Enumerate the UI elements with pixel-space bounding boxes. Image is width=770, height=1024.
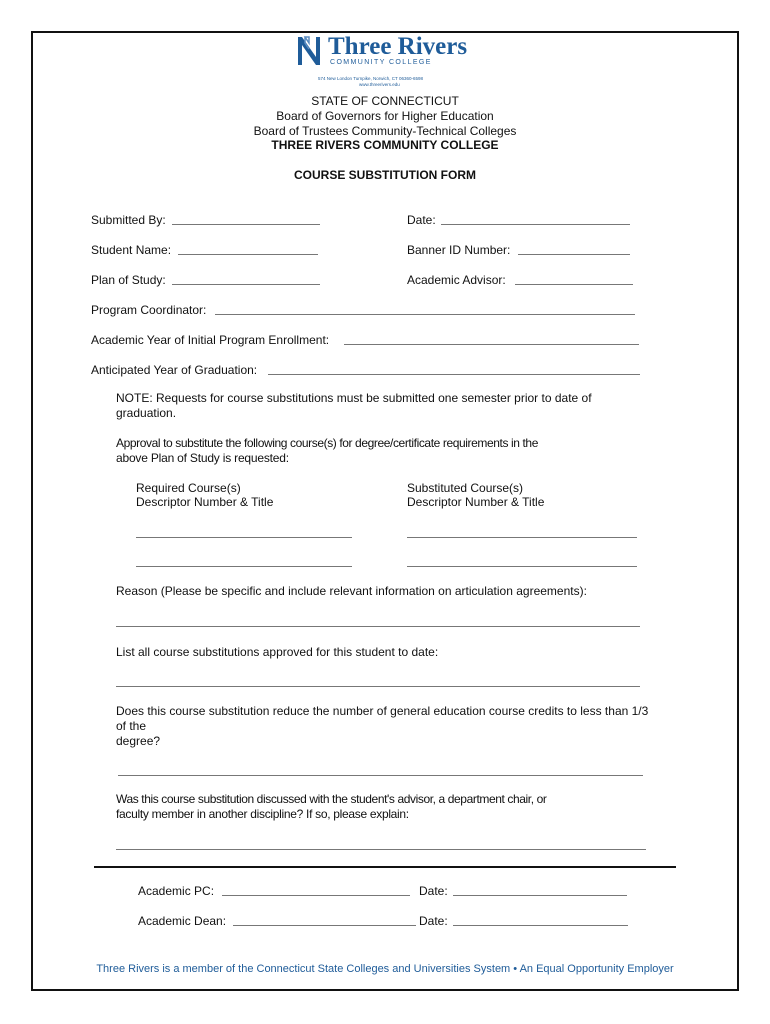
banner-id-label: Banner ID Number: <box>407 243 511 257</box>
academic-advisor-field[interactable] <box>515 284 633 285</box>
discussed-question-line-2: faculty member in another discipline? If so, please explain: <box>116 807 409 821</box>
logo-website: www.threerivers.edu <box>359 82 400 87</box>
program-coordinator-field[interactable] <box>215 314 635 315</box>
gen-ed-question-line-2: of the <box>116 719 147 733</box>
logo-subtitle: COMMUNITY COLLEGE <box>330 59 432 66</box>
plan-of-study-label: Plan of Study: <box>91 273 166 287</box>
academic-pc-signature-field[interactable] <box>222 895 410 896</box>
academic-pc-date-field[interactable] <box>453 895 627 896</box>
gen-ed-answer-field[interactable] <box>118 775 643 776</box>
plan-of-study-field[interactable] <box>172 284 320 285</box>
footer-text: Three Rivers is a member of the Connecticut State Colleges and Universities System • An Equal Opportunity Employer <box>96 963 674 975</box>
gen-ed-question-line-3: degree? <box>116 734 161 748</box>
submitted-by-label: Submitted By: <box>91 213 166 227</box>
academic-advisor-label: Academic Advisor: <box>407 273 506 287</box>
discussed-answer-field[interactable] <box>116 849 646 850</box>
date-field[interactable] <box>441 224 630 225</box>
anticipated-graduation-field[interactable] <box>268 374 640 375</box>
header-college: THREE RIVERS COMMUNITY COLLEGE <box>271 138 499 152</box>
substituted-course-field-2[interactable] <box>407 566 637 567</box>
form-title: COURSE SUBSTITUTION FORM <box>294 168 476 182</box>
reason-label: Reason (Please be specific and include relevant information on articulation agreements): <box>116 584 587 598</box>
substituted-course-subheading: Descriptor Number & Title <box>407 495 545 509</box>
academic-pc-label: Academic PC: <box>138 884 215 898</box>
approval-line-1: Approval to substitute the following course(s) for degree/certificate requirements in the <box>116 436 538 450</box>
academic-pc-date-label: Date: <box>419 884 448 898</box>
signature-divider <box>94 866 676 868</box>
reason-field[interactable] <box>116 626 640 627</box>
substituted-course-heading: Substituted Course(s) <box>407 481 524 495</box>
header-state: STATE OF CONNECTICUT <box>311 94 459 108</box>
header-board-governors: Board of Governors for Higher Education <box>276 109 494 123</box>
substituted-course-field-1[interactable] <box>407 537 637 538</box>
required-course-field-2[interactable] <box>136 566 352 567</box>
required-course-subheading: Descriptor Number & Title <box>136 495 274 509</box>
gen-ed-question-line-1: Does this course substitution reduce the number of general education course credits to less than 1/3 <box>116 704 649 718</box>
initial-enrollment-label: Academic Year of Initial Program Enrollment: <box>91 333 330 347</box>
required-course-heading: Required Course(s) <box>136 481 241 495</box>
header-board-trustees: Board of Trustees Community-Technical Colleges <box>253 124 517 138</box>
banner-id-field[interactable] <box>518 254 630 255</box>
college-logo <box>296 35 476 91</box>
submitted-by-field[interactable] <box>172 224 320 225</box>
academic-dean-date-field[interactable] <box>453 925 628 926</box>
logo-name: Three Rivers <box>328 33 468 60</box>
program-coordinator-label: Program Coordinator: <box>91 303 207 317</box>
academic-dean-date-label: Date: <box>419 914 448 928</box>
list-approved-label: List all course substitutions approved for this student to date: <box>116 645 439 659</box>
required-course-field-1[interactable] <box>136 537 352 538</box>
discussed-question-line-1: Was this course substitution discussed with the student's advisor, a department chair, or <box>116 792 547 806</box>
three-rivers-logo-icon <box>296 35 322 67</box>
academic-dean-signature-field[interactable] <box>233 925 416 926</box>
academic-dean-label: Academic Dean: <box>138 914 227 928</box>
student-name-label: Student Name: <box>91 243 172 257</box>
note-line-1: NOTE: Requests for course substitutions must be submitted one semester prior to date of <box>116 391 592 405</box>
date-label: Date: <box>407 213 436 227</box>
note-line-2: graduation. <box>116 406 177 420</box>
logo-address: 574 New London Turnpike, Norwich, CT 06360-6598 <box>318 76 423 81</box>
anticipated-graduation-label: Anticipated Year of Graduation: <box>91 363 258 377</box>
student-name-field[interactable] <box>178 254 318 255</box>
approval-line-2: above Plan of Study is requested: <box>116 451 289 465</box>
initial-enrollment-field[interactable] <box>344 344 639 345</box>
list-approved-field[interactable] <box>116 686 640 687</box>
